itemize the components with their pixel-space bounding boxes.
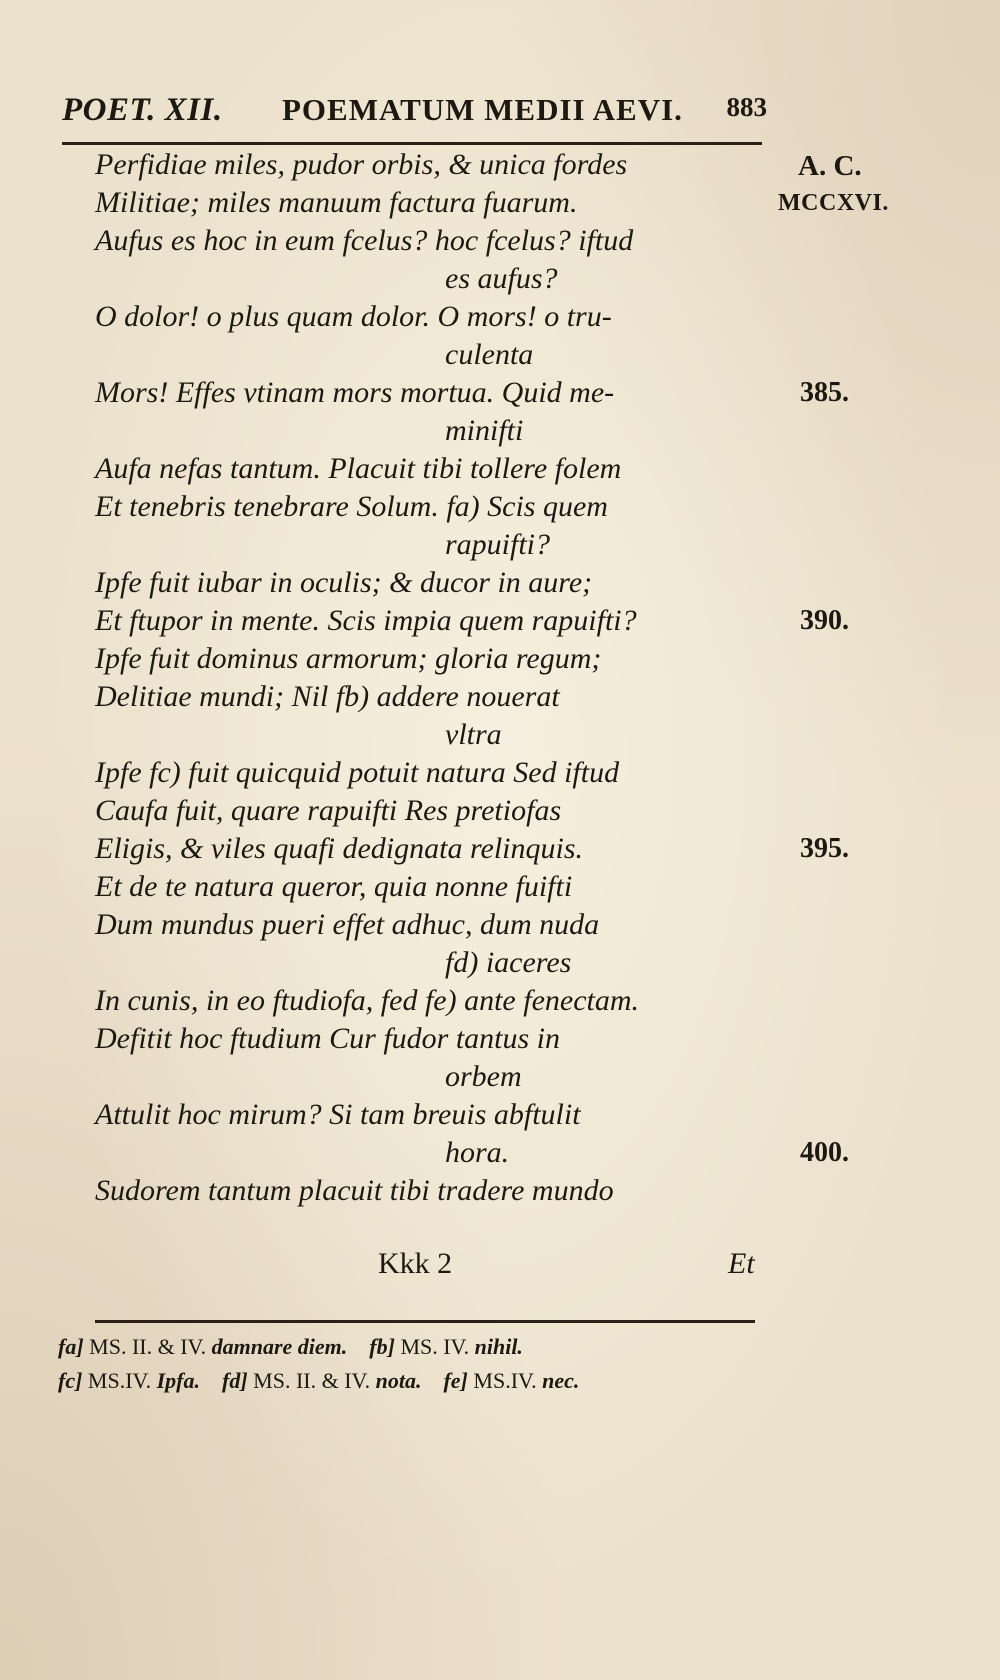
verse-line: Attulit hoc mirum? Si tam breuis abftulit — [95, 1098, 581, 1131]
verse-line: Perfidiae miles, pudor orbis, & unica fordes — [95, 148, 628, 181]
verse-continuation: minifti — [445, 414, 524, 447]
verse-line: Militiae; miles manuum factura fuarum. — [95, 186, 578, 219]
verse-line: Ipfe fuit iubar in oculis; & ducor in aure; — [95, 566, 593, 599]
header-title: POEMATUM MEDII AEVI. — [282, 92, 683, 127]
verse-line: Aufus es hoc in eum fcelus? hoc fcelus? iftud — [95, 224, 634, 257]
verse-continuation: rapuifti? — [445, 528, 551, 561]
footnote-source: MS.IV. — [473, 1368, 537, 1393]
verse-continuation: vltra — [445, 718, 502, 751]
margin-year: MCCXVI. — [778, 190, 889, 216]
verse-line-395 — [95, 830, 849, 868]
footnote-mark: fc] — [58, 1368, 83, 1393]
footnote-rule — [95, 1320, 755, 1323]
margin-anno-label: A. C. — [798, 150, 862, 182]
footnote-mark: fe] — [443, 1368, 468, 1393]
footnote-variant: Ipfa. — [156, 1368, 200, 1393]
verse-line: Caufa fuit, quare rapuifti Res pretiofas — [95, 794, 562, 827]
verse-line: Dum mundus pueri effet adhuc, dum nuda — [95, 908, 600, 941]
footnote-source: MS. II. & IV. — [253, 1368, 371, 1393]
verse-continuation: orbem — [445, 1060, 522, 1093]
verse-continuation: es aufus? — [445, 262, 558, 295]
verse-line: Defitit hoc ftudium Cur fudor tantus in — [95, 1022, 561, 1055]
verse-line: Et tenebris tenebrare Solum. fa) Scis quem — [95, 490, 608, 523]
line-number: 400. — [800, 1137, 849, 1168]
running-header — [62, 92, 767, 136]
verse-line: Delitiae mundi; Nil fb) addere nouerat — [95, 680, 560, 713]
line-number: 385. — [800, 377, 849, 408]
verse-line: Et de te natura queror, quia nonne fuifti — [95, 870, 573, 903]
verse-text: hora. — [445, 1136, 510, 1169]
verse-text: Et ftupor in mente. Scis impia quem rapuifti? — [95, 604, 637, 637]
verse-line: O dolor! o plus quam dolor. O mors! o tru- — [95, 300, 612, 333]
footnote-row — [58, 1364, 778, 1398]
footnote-variant: nihil. — [474, 1334, 523, 1359]
verse-line-385 — [95, 374, 849, 412]
footnote-mark: fb] — [369, 1334, 395, 1359]
verse-line-390 — [95, 602, 849, 640]
footnote-variant: nec. — [542, 1368, 580, 1393]
header-rule — [62, 142, 762, 145]
footnote-variant: damnare diem. — [211, 1334, 348, 1359]
header-section-label: POET. XII. — [62, 92, 223, 128]
verse-continuation: culenta — [445, 338, 534, 371]
line-number: 395. — [800, 833, 849, 864]
verse-line: Ipfe fuit dominus armorum; gloria regum; — [95, 642, 602, 675]
page-number: 883 — [726, 92, 767, 122]
verse-continuation-400 — [95, 1134, 849, 1172]
footnote-source: MS. IV. — [400, 1334, 470, 1359]
verse-continuation: fd) iaceres — [445, 946, 572, 979]
footnote-mark: fd] — [222, 1368, 248, 1393]
line-number: 390. — [800, 605, 849, 636]
verse-line: Aufa nefas tantum. Placuit tibi tollere folem — [95, 452, 622, 485]
footnote-variant: nota. — [375, 1368, 422, 1393]
footnote-mark: fa] — [58, 1334, 84, 1359]
verse-line: Sudorem tantum placuit tibi tradere mundo — [95, 1174, 614, 1207]
footnote-source: MS.IV. — [87, 1368, 152, 1393]
footnote-source: MS. II. & IV. — [89, 1334, 207, 1359]
footnote-row — [58, 1330, 778, 1364]
signature-mark: Kkk 2 — [378, 1247, 453, 1280]
verse-text: Mors! Effes vtinam mors mortua. Quid me- — [95, 376, 615, 409]
catchword: Et — [728, 1247, 755, 1280]
verse-line: Ipfe fc) fuit quicquid potuit natura Sed iftud — [95, 756, 620, 789]
verse-text: Eligis, & viles quafi dedignata relinquis. — [95, 832, 584, 865]
verse-line: In cunis, in eo ftudiofa, fed fe) ante fenectam. — [95, 984, 640, 1017]
footnotes — [58, 1330, 778, 1398]
